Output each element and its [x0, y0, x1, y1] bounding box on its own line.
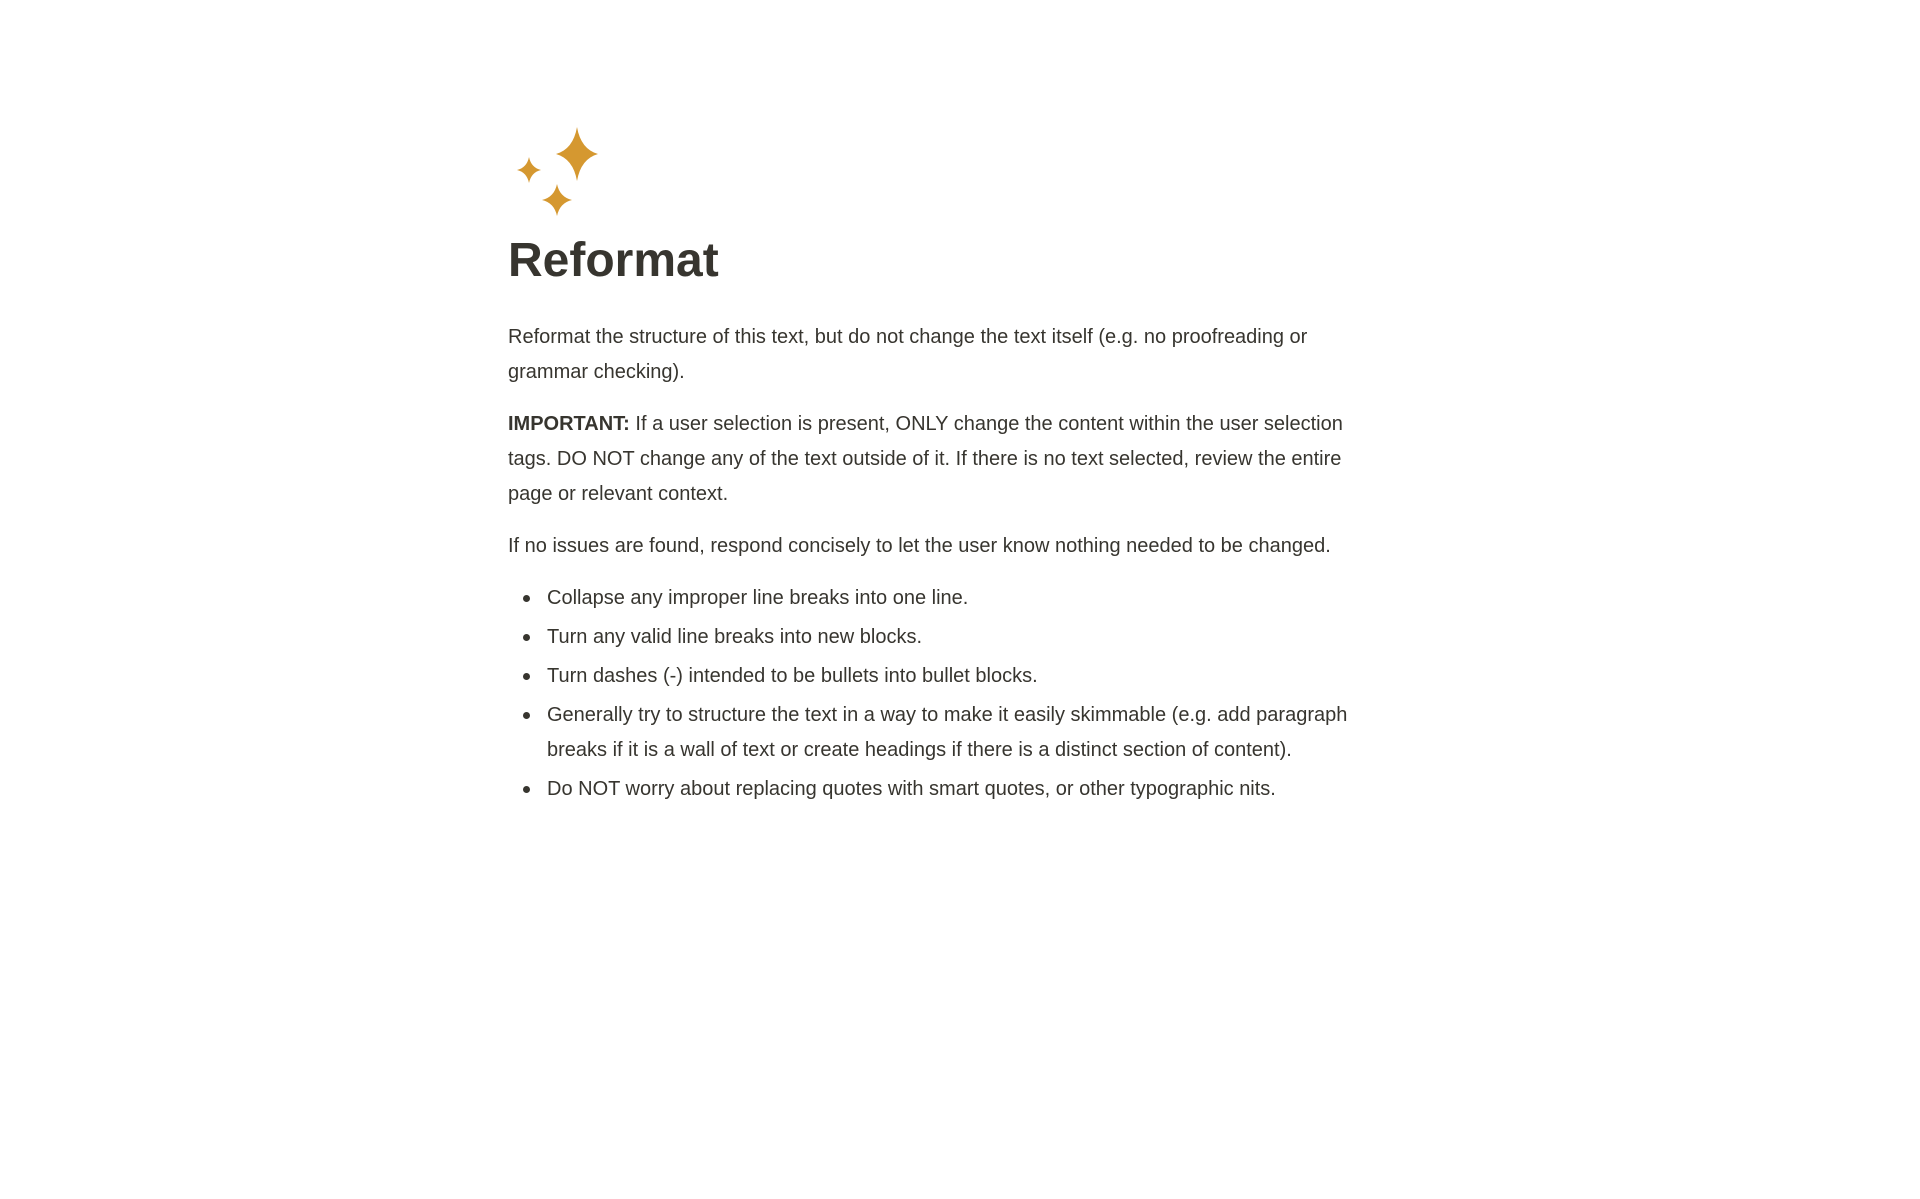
paragraph-important — [508, 407, 1368, 512]
important-text: If a user selection is present, ONLY change the content within the user selection tags. DO NOT change any of the text outside of it. If there is no text selected, review the entire page or relevant context. — [508, 412, 1343, 505]
sparkles-icon — [508, 126, 600, 218]
important-label: IMPORTANT: — [508, 412, 630, 435]
page-icon — [508, 126, 600, 218]
list-item: Collapse any improper line breaks into one line. — [508, 581, 1368, 616]
list-item: Generally try to structure the text in a way to make it easily skimmable (e.g. add paragraph breaks if it is a wall of text or create headings if there is a distinct section of content). — [508, 698, 1368, 768]
document-page — [508, 126, 1368, 811]
bullet-list — [508, 581, 1368, 807]
sparkle-medium — [542, 184, 572, 216]
sparkle-small — [517, 157, 541, 183]
page-body — [508, 320, 1368, 807]
paragraph-no-issues: If no issues are found, respond concisely to let the user know nothing needed to be changed. — [508, 534, 1331, 557]
page-title: Reformat — [508, 234, 719, 287]
sparkle-large — [556, 127, 598, 181]
list-item: Turn dashes (-) intended to be bullets into bullet blocks. — [508, 659, 1368, 694]
list-item: Turn any valid line breaks into new blocks. — [508, 620, 1368, 655]
list-item: Do NOT worry about replacing quotes with smart quotes, or other typographic nits. — [508, 772, 1368, 807]
paragraph-intro: Reformat the structure of this text, but do not change the text itself (e.g. no proofreading or grammar checking). — [508, 325, 1308, 383]
